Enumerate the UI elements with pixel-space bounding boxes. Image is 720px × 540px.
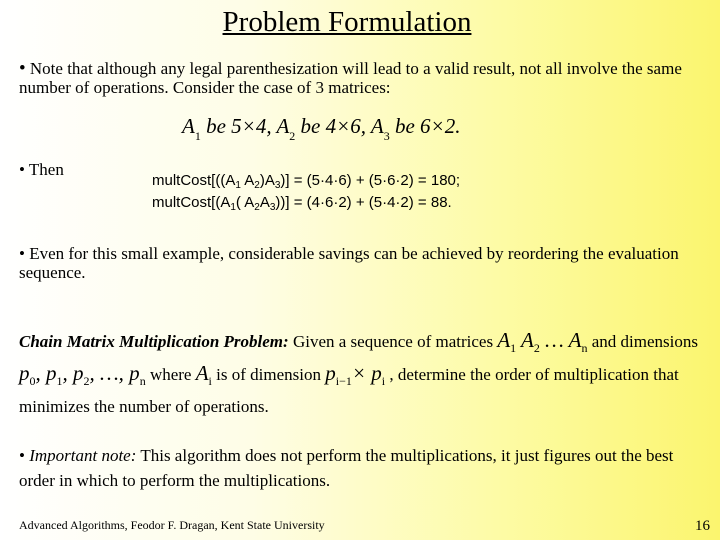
- matrix-a3-dim: be 6×2.: [389, 114, 461, 138]
- subscript: 1: [230, 202, 236, 213]
- subscript: 2: [289, 129, 296, 143]
- cost-text: ))] = (4·6·2) + (5·4·2) = 88.: [275, 194, 452, 211]
- bullet: •: [19, 58, 26, 79]
- text: and dimensions: [591, 332, 698, 351]
- bullet: •: [19, 446, 30, 465]
- matrix-sequence: $A_1$ $A_2$ … $A_n$: [497, 328, 588, 356]
- dimension-sequence: $p_0$, $p_1$, $p_2$, …, $p_n$: [19, 361, 146, 389]
- matrix-dimensions: [182, 114, 460, 144]
- savings-paragraph: • Even for this small example, considerable savings can be achieved by reordering the evaluation sequence.: [19, 244, 679, 282]
- important-note: [19, 443, 699, 493]
- problem-definition: [19, 328, 699, 419]
- matrix-ai: $A_i$: [195, 361, 212, 389]
- intro-text: Note that although any legal parenthesization will lead to a valid result, not all involve the same number of operations. Consider the case of 3 matrices:: [19, 59, 682, 97]
- dimension-formula: $p_{i-1}\times p_i$: [325, 361, 386, 389]
- subscript: 2: [254, 202, 260, 213]
- matrix-a2-dim: be 4×6,: [295, 114, 371, 138]
- subscript: 3: [269, 202, 276, 213]
- subscript: 2: [254, 180, 260, 191]
- text: is of dimension: [216, 365, 326, 385]
- matrix-a1-dim: be 5×4,: [200, 114, 277, 138]
- page-number: 16: [695, 518, 710, 534]
- cost-text: multCost[(A: [152, 194, 231, 211]
- mult-cost-line-2: [152, 194, 452, 213]
- cost-text: multCost[((A: [152, 172, 236, 189]
- footer-credit: Advanced Algorithms, Feodor F. Dragan, Kent State University: [19, 518, 325, 532]
- note-text: This algorithm does not perform the multiplications, it just figures out the best order in which to perform the multiplications.: [19, 446, 674, 490]
- matrix-a1: A: [182, 114, 195, 138]
- subscript: 1: [194, 129, 201, 143]
- then-label: • Then: [19, 160, 64, 179]
- text: where: [149, 365, 196, 385]
- cost-text: A: [259, 194, 270, 211]
- cost-text: )] = (5·4·6) + (5·6·2) = 180;: [280, 172, 461, 189]
- text: Given a sequence of matrices: [288, 332, 498, 351]
- subscript: 3: [383, 129, 390, 143]
- cost-text: )A: [259, 172, 275, 189]
- slide-title: Problem Formulation: [222, 6, 472, 38]
- subscript: 1: [235, 180, 241, 191]
- cost-text: A: [240, 172, 255, 189]
- cost-text: ( A: [235, 194, 255, 211]
- intro-paragraph: [19, 59, 699, 97]
- text: , determine the order of multiplication that minimizes the number of operations.: [19, 365, 679, 417]
- mult-cost-line-1: [152, 172, 460, 191]
- problem-name: Chain Matrix Multiplication Problem:: [19, 332, 289, 351]
- matrix-a3: A: [370, 114, 384, 138]
- note-label: Important note:: [29, 446, 137, 465]
- matrix-a2: A: [276, 114, 290, 138]
- subscript: 3: [274, 180, 281, 191]
